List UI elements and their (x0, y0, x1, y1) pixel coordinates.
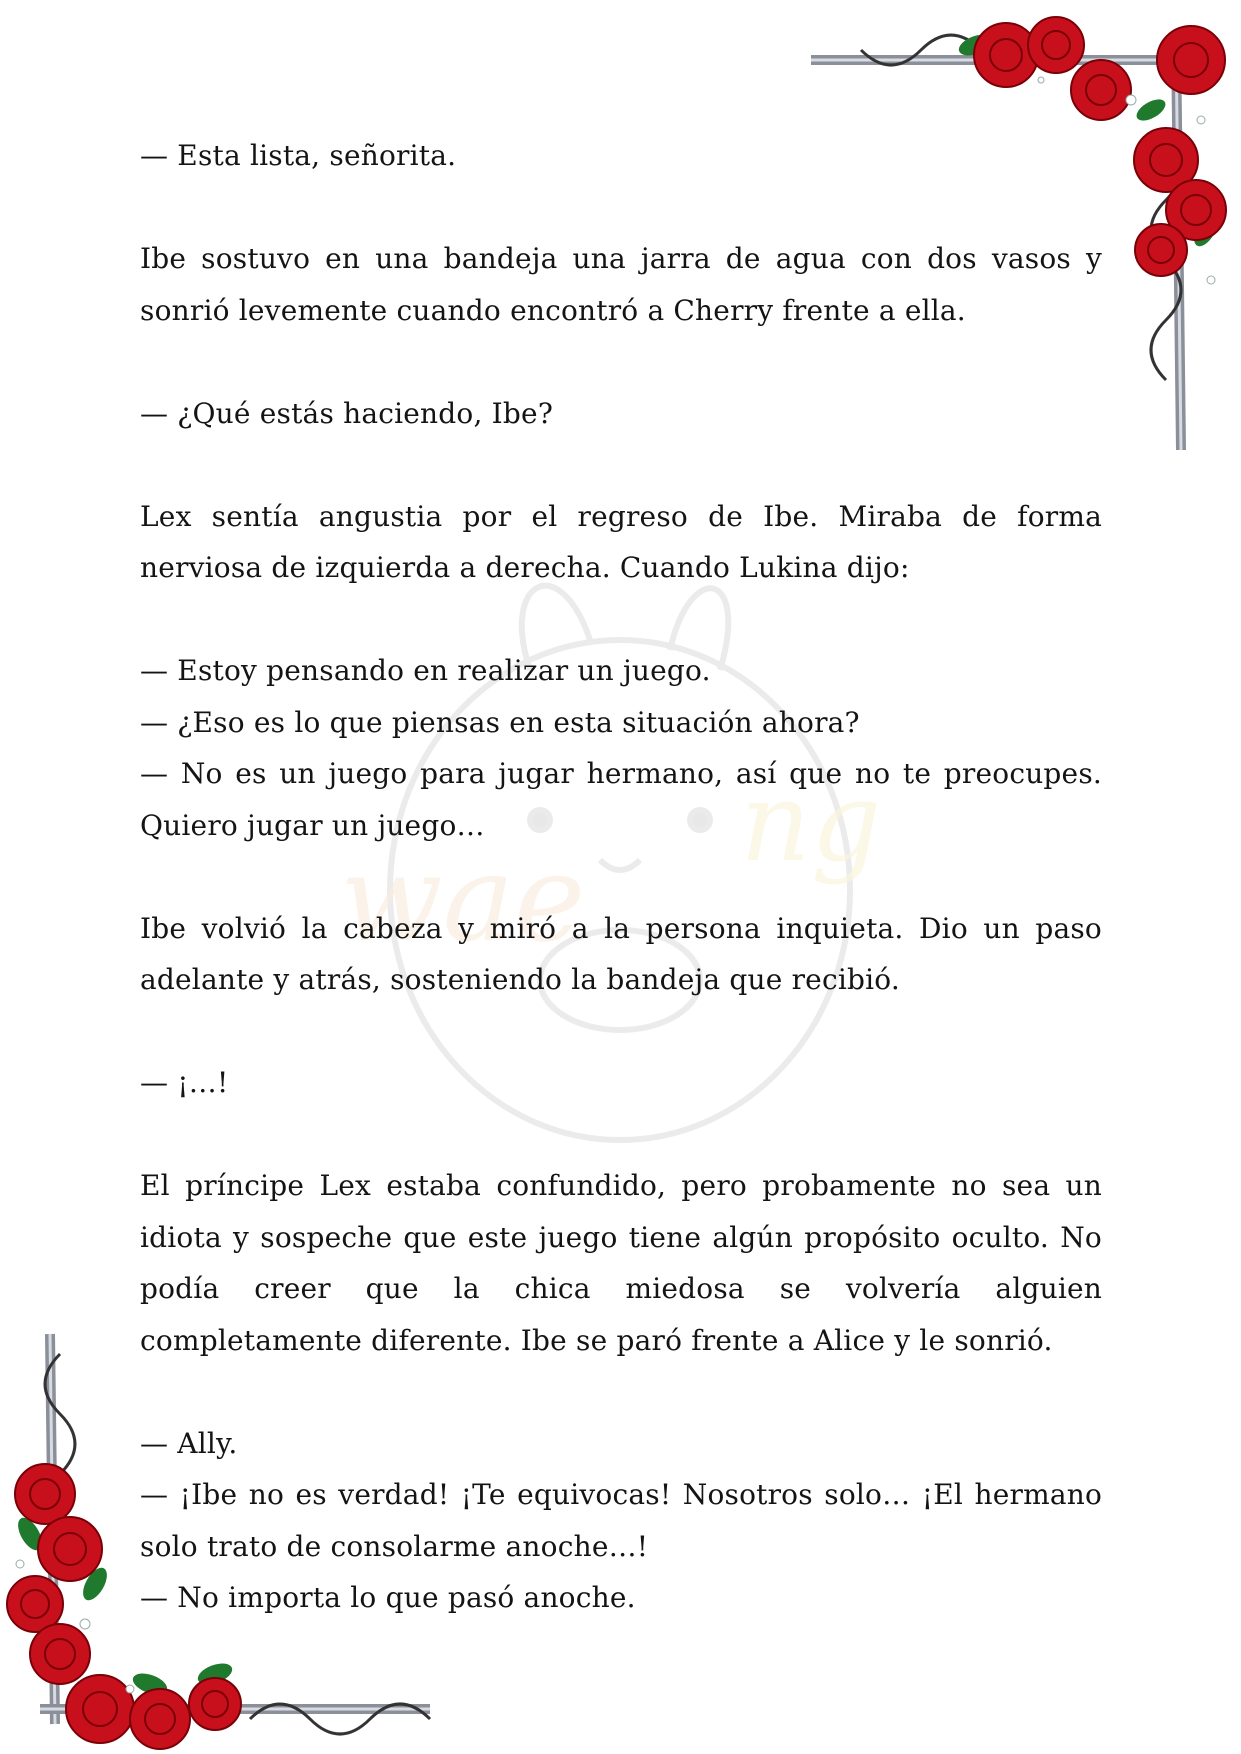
narration-paragraph: Ibe sostuvo en una bandeja una jarra de agua con dos vasos y sonrió levemente cuando encontró a Cherry frente a ella. (140, 242, 1102, 327)
dialogue-line: — ¿Eso es lo que piensas en esta situación ahora? (140, 705, 860, 739)
paragraph-gap (140, 182, 1102, 234)
dialogue-line: — ¿Qué estás haciendo, Ibe? (140, 396, 554, 430)
dialogue-line: — Ally. (140, 1426, 238, 1460)
paragraph-gap (140, 851, 1102, 903)
dialogue-line: — Esta lista, señorita. (140, 139, 457, 172)
narration-paragraph: Ibe volvió la cabeza y miró a la persona inquieta. Dio un paso adelante y atrás, sosteniendo la bandeja que recibió. (140, 911, 1102, 996)
dialogue-line: — No es un juego para jugar hermano, así que no te preocupes. Quiero jugar un juego… (140, 757, 1102, 842)
svg-text:ng: ng (740, 758, 882, 886)
paragraph-gap (140, 1366, 1102, 1418)
dialogue-line: — Estoy pensando en realizar un juego. (140, 654, 711, 687)
narration-paragraph: Lex sentía angustia por el regreso de Ibe. Miraba de forma nerviosa de izquierda a derecha. Cuando Lukina dijo: (140, 499, 1102, 584)
paragraph-gap (140, 1006, 1102, 1058)
document-body (140, 130, 1102, 1624)
dialogue-line: — No importa lo que pasó anoche. (140, 1581, 636, 1614)
narration-paragraph: El príncipe Lex estaba confundido, pero probamente no sea un idiota y sospeche que este juego tiene algún propósito oculto. No podía creer que la chica miedosa se volvería alguien completamente diferente. Ibe se paró frente a Alice y le sonrió. (140, 1169, 1102, 1357)
paragraph-gap (140, 1109, 1102, 1161)
svg-text:wae: wae (340, 830, 586, 969)
paragraph-gap (140, 594, 1102, 646)
dialogue-line: — ¡…! (140, 1066, 229, 1099)
paragraph-gap (140, 336, 1102, 388)
paragraph-gap (140, 439, 1102, 491)
dialogue-line: — ¡Ibe no es verdad! ¡Te equivocas! Nosotros solo… ¡El hermano solo trato de consolarme anoche…! (140, 1478, 1102, 1563)
